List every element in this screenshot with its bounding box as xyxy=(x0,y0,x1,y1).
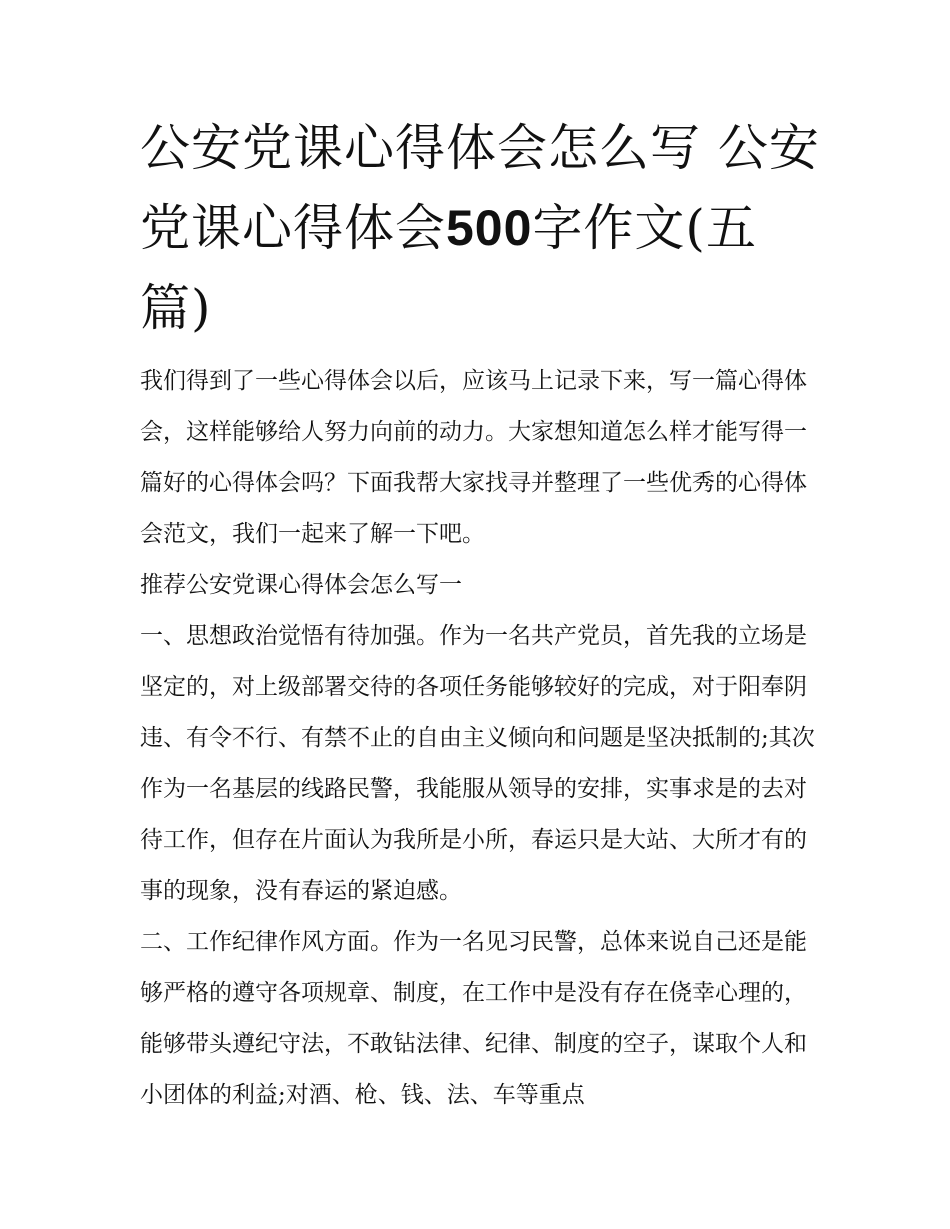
title-text-part2: 字作文(五篇) xyxy=(140,199,757,337)
body-paragraph-2: 二、工作纪律作风方面。作为一名见习民警，总体来说自己还是能够严格的遵守各项规章、制度，在工作中是没有存在侥幸心理的，能够带头遵纪守法，不敢钻法律、纪律、制度的空子，谋取个人和小团体的利益;对酒、枪、钱、法、车等重点 xyxy=(140,929,807,1108)
intro-paragraph: 我们得到了一些心得体会以后，应该马上记录下来，写一篇心得体会，这样能够给人努力向前的动力。大家想知道怎么样才能写得一篇好的心得体会吗？下面我帮大家找寻并整理了一些优秀的心得体会范文，我们一起来了解一下吧。 xyxy=(140,368,807,547)
document-title xyxy=(140,108,820,348)
document-body xyxy=(140,356,816,1121)
title-number: 500 xyxy=(446,200,533,256)
section-heading: 推荐公安党课心得体会怎么写一 xyxy=(140,572,462,598)
body-paragraph-1: 一、思想政治觉悟有待加强。作为一名共产党员，首先我的立场是坚定的，对上级部署交待的各项任务能够较好的完成，对于阳奉阴违、有令不行、有禁不止的自由主义倾向和问题是坚决抵制的;其次作为一名基层的线路民警，我能服从领导的安排，实事求是的去对待工作，但存在片面认为我所是小所，春运只是大站、大所才有的事的现象，没有春运的紧迫感。 xyxy=(140,623,815,904)
title-text-part1: 公安党课心得体会怎么写 公安党课心得体会 xyxy=(140,119,820,257)
